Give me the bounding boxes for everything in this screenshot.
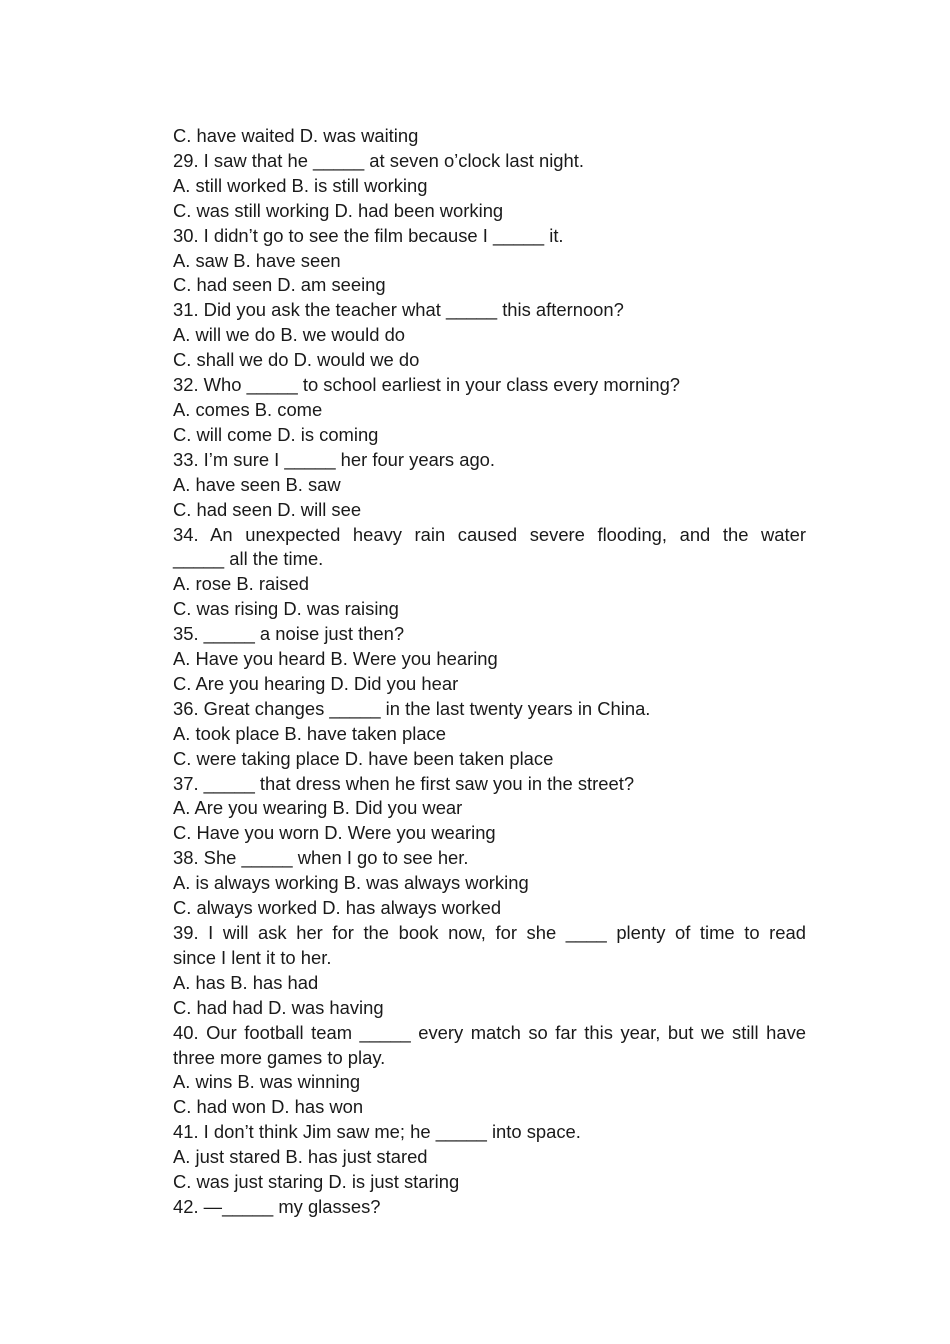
question-30: 30. I didn’t go to see the film because I _____ it.: [173, 224, 564, 246]
options-line: C. shall we do D. would we do: [173, 349, 420, 371]
options-line: A. Are you wearing B. Did you wear: [173, 797, 463, 819]
options-line: A. took place B. have taken place: [173, 722, 446, 744]
options-line: C. were taking place D. have been taken place: [173, 747, 554, 769]
options-line: A. wins B. was winning: [173, 1071, 361, 1093]
document-page: [173, 124, 806, 1220]
question-38: 38. She _____ when I go to see her.: [173, 847, 469, 869]
question-40: 40. Our football team _____ every match so far this year, but we still have: [173, 1021, 806, 1043]
options-line: C. Are you hearing D. Did you hear: [173, 672, 459, 694]
question-33: 33. I’m sure I _____ her four years ago.: [173, 448, 496, 470]
question-36: 36. Great changes _____ in the last twenty years in China.: [173, 697, 651, 719]
options-line: C. had had D. was having: [173, 996, 384, 1018]
question-35: 35. _____ a noise just then?: [173, 623, 405, 645]
question-34: 34. An unexpected heavy rain caused severe flooding, and the water: [173, 523, 806, 545]
question-39-continued: since I lent it to her.: [173, 946, 332, 968]
options-line: A. have seen B. saw: [173, 473, 341, 495]
options-line: C. had seen D. am seeing: [173, 274, 386, 296]
text-line: C. have waited D. was waiting: [173, 125, 419, 146]
options-line: C. had seen D. will see: [173, 498, 362, 520]
question-42: 42. —_____ my glasses?: [173, 1195, 381, 1217]
question-32: 32. Who _____ to school earliest in your class every morning?: [173, 374, 681, 396]
options-line: C. was rising D. was raising: [173, 598, 399, 620]
options-line: C. always worked D. has always worked: [173, 897, 502, 919]
options-line: C. will come D. is coming: [173, 423, 379, 445]
options-line: A. Have you heard B. Were you hearing: [173, 648, 498, 670]
question-34-continued: _____ all the time.: [173, 548, 324, 570]
options-line: C. Have you worn D. Were you wearing: [173, 822, 496, 844]
options-line: A. comes B. come: [173, 398, 323, 420]
options-line: A. has B. has had: [173, 971, 319, 993]
question-31: 31. Did you ask the teacher what _____ this afternoon?: [173, 299, 624, 321]
options-line: C. was just staring D. is just staring: [173, 1171, 460, 1193]
options-line: A. is always working B. was always working: [173, 872, 529, 894]
options-line: A. rose B. raised: [173, 573, 309, 595]
options-line: C. was still working D. had been working: [173, 199, 504, 221]
question-41: 41. I don’t think Jim saw me; he _____ into space.: [173, 1121, 581, 1143]
options-line: C. had won D. has won: [173, 1096, 364, 1118]
question-29: 29. I saw that he _____ at seven o’clock last night.: [173, 149, 584, 171]
question-37: 37. _____ that dress when he first saw you in the street?: [173, 772, 635, 794]
options-line: A. saw B. have seen: [173, 249, 341, 271]
options-line: A. still worked B. is still working: [173, 174, 428, 196]
options-line: A. just stared B. has just stared: [173, 1146, 428, 1168]
question-39: 39. I will ask her for the book now, for she ____ plenty of time to read: [173, 922, 806, 943]
question-40-continued: three more games to play.: [173, 1046, 386, 1068]
options-line: A. will we do B. we would do: [173, 324, 406, 346]
